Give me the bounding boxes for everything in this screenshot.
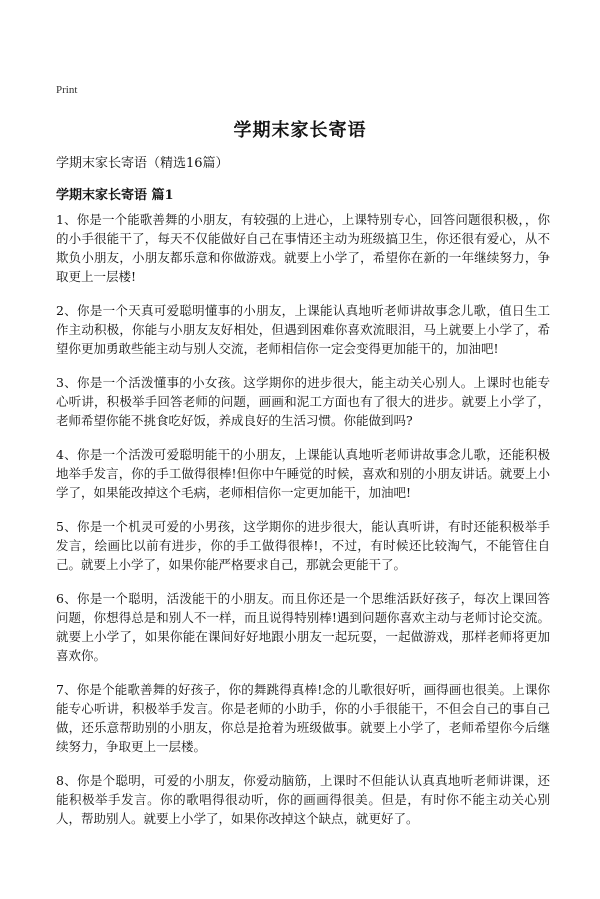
document-title: 学期末家长寄语 [233, 120, 367, 141]
paragraph-6: 6、你是一个聪明，活泼能干的小朋友。而且你还是一个思维活跃好孩子，每次上课回答问题，你想得总是和别人不一样，而且说得特别棒!遇到问题你喜欢主动与老师讨论交流。就要上小学了，如果你能在课间好好地跟小朋友一起玩耍，一起做游戏，那样老师将更加喜欢你。 [56, 591, 550, 663]
print-label: Print [56, 84, 78, 96]
paragraph-4: 4、你是一个活泼可爱聪明能干的小朋友，上课能认真地听老师讲故事念儿歌，还能积极地举手发言，你的手工做得很棒!但你中午睡觉的时候，喜欢和别的小朋友讲话。就要上小学了，如果能改掉这个毛病，老师相信你一定更加能干，加油吧! [56, 447, 550, 500]
paragraph-8: 8、你是个聪明，可爱的小朋友，你爱动脑筋，上课时不但能认认真真地听老师讲课，还能积极举手发言。你的歌唱得很动听，你的画画得很美。但是，有时你不能主动关心别人，帮助别人。就要上小学了，如果你改掉这个缺点，就更好了。 [56, 773, 550, 826]
section-heading: 学期末家长寄语 篇1 [56, 188, 174, 203]
paragraph-3: 3、你是一个活泼懂事的小女孩。这学期你的进步很大，能主动关心别人。上课时也能专心听讲，积极举手回答老师的问题，画画和泥工方面也有了很大的进步。就要上小学了，老师希望你能不挑食吃好饭，养成良好的生活习惯。你能做到吗? [56, 375, 550, 428]
paragraph-2: 2、你是一个天真可爱聪明懂事的小朋友，上课能认真地听老师讲故事念儿歌，值日生工作主动积极，你能与小朋友友好相处，但遇到困难你喜欢流眼泪，马上就要上小学了，希望你更加勇敢些能主动与别人交流，老师相信你一定会变得更加能干的，加油吧! [56, 303, 550, 356]
paragraph-1: 1、你是一个能歌善舞的小朋友，有较强的上进心，上课特别专心，回答问题很积极，，你的小手很能干了，每天不仅能做好自己在事情还主动为班级搞卫生，你还很有爱心，从不欺负小朋友，小朋友都乐意和你做游戏。就要上小学了，希望你在新的一年继续努力，争取更上一层楼! [56, 212, 550, 284]
paragraph-5: 5、你是一个机灵可爱的小男孩，这学期你的进步很大，能认真听讲，有时还能积极举手发言，绘画比以前有进步，你的手工做得很棒!，不过，有时候还比较淘气，不能管住自己。就要上小学了，如果你能严格要求自己，那就会更能干了。 [56, 519, 550, 572]
paragraph-7: 7、你是个能歌善舞的好孩子，你的舞跳得真棒!念的儿歌很好听，画得画也很美。上课你能专心听讲，积极举手发言。你是老师的小助手，你的小手很能干，不但会自己的事自己做，还乐意帮助别的小朋友，你总是抢着为班级做事。就要上小学了，老师希望你今后继续努力，争取更上一层楼。 [56, 682, 550, 754]
document-subtitle: 学期末家长寄语（精选16篇） [56, 156, 229, 171]
paragraph-list [56, 210, 550, 843]
